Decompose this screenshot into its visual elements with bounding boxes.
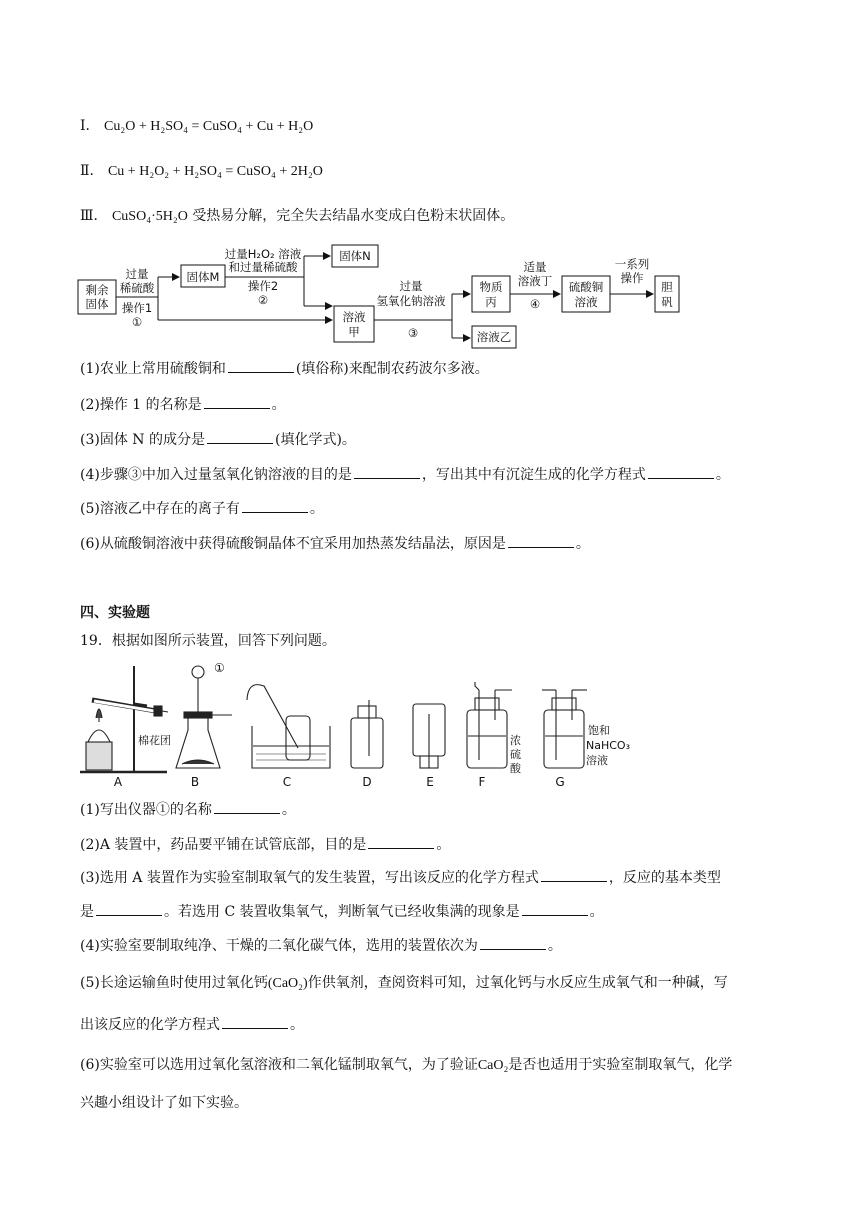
reaction-1-label: Ⅰ．: [80, 118, 100, 134]
q18-1: [80, 358, 489, 379]
q19-6-text: (6)实验室可以选用过氧化氢溶液和二氧化锰制取氧气，为了验证: [80, 1057, 478, 1073]
q19-5-formula: (CaO₂): [267, 976, 308, 991]
q19-5b-text: 出该反应的化学方程式: [80, 1017, 220, 1033]
answer-blank[interactable]: [214, 799, 280, 814]
q19-4-text: (4)实验室要制取纯净、干燥的二氧化碳气体，选用的装置依次为: [80, 938, 478, 954]
flow-product-2: 矾: [661, 295, 673, 309]
reaction-3-formula: CuSO₄·5H₂O: [111, 209, 188, 224]
answer-blank[interactable]: [204, 394, 270, 409]
q19-3-text-mid: ，反应的基本类型: [608, 870, 721, 886]
q19-5b-text-end: 。: [290, 1017, 304, 1033]
flow-solid-m: 固体M: [186, 270, 220, 284]
flow-step2-number: ②: [257, 293, 269, 307]
q19-intro: 19．根据如图所示装置，回答下列问题。: [80, 633, 336, 649]
q19-5-text: (5)长途运输鱼时使用过氧化钙: [80, 975, 268, 991]
flow-solution-jia-1: 溶液: [342, 310, 366, 324]
flow-start-label-1: 剩余: [85, 283, 109, 297]
flow-step4-reagent-2: 溶液丁: [517, 274, 553, 288]
q18-6-text: (6)从硫酸铜溶液中获得硫酸铜晶体不宜采用加热蒸发结晶法，原因是: [80, 536, 506, 552]
flow-step3-reagent-1: 过量: [399, 279, 423, 293]
answer-blank[interactable]: [207, 429, 273, 444]
label-g-3: 溶液: [586, 754, 608, 767]
reaction-2-label: Ⅱ．: [80, 163, 104, 179]
q19-3b: [80, 901, 604, 922]
q19-3-text: (3)选用 A 装置作为实验室制取氧气的发生装置，写出该反应的化学方程式: [80, 870, 539, 886]
label-f-2: 硫: [510, 748, 521, 761]
answer-blank[interactable]: [541, 867, 607, 882]
q19-1: [80, 799, 296, 820]
q19-5: [80, 973, 728, 994]
label-f-1: 浓: [510, 734, 521, 747]
flow-copper-sulfate-1: 硫酸铜: [568, 280, 604, 294]
q18-4: [80, 464, 730, 485]
label-g-2: NaHCO₃: [586, 739, 630, 752]
q19-4: [80, 935, 562, 956]
q18-5-text: (5)溶液乙中存在的离子有: [80, 501, 240, 517]
answer-blank[interactable]: [522, 901, 588, 916]
flow-substance-bing-2: 丙: [485, 295, 497, 309]
flow-step4-reagent-1: 适量: [523, 260, 547, 274]
process-flow-diagram: [70, 240, 710, 352]
reaction-1: [80, 116, 313, 137]
flow-step1-reagent-2: 稀硫酸: [119, 281, 155, 295]
q19-3b-text: 是: [80, 904, 94, 920]
flow-product-1: 胆: [661, 280, 673, 294]
q18-3-text-end: (填化学式)。: [274, 432, 356, 448]
flow-solid-n: 固体N: [339, 249, 371, 263]
q18-6: [80, 533, 590, 554]
q19-6: [80, 1055, 732, 1076]
answer-blank[interactable]: [368, 834, 434, 849]
q19-6-text-end: 是否也适用于实验室制取氧气，化学: [508, 1057, 733, 1073]
apparatus-label-e: E: [426, 775, 434, 789]
q19-6b: 兴趣小组设计了如下实验。: [80, 1095, 248, 1111]
answer-blank[interactable]: [354, 464, 420, 479]
apparatus-label-f: F: [478, 775, 486, 789]
reaction-3: [80, 206, 514, 227]
q19-2: [80, 834, 450, 855]
apparatus-label-g: G: [555, 775, 565, 789]
flow-step3-reagent-2: 氢氧化钠溶液: [376, 294, 446, 308]
cotton-label: 棉花团: [138, 734, 171, 747]
q19-2-text: (2)A 装置中，药品要平铺在试管底部，目的是: [80, 837, 367, 853]
apparatus-figure: [72, 660, 632, 790]
flow-step2-reagent-1: 过量H₂O₂ 溶液: [224, 247, 302, 261]
q19-5-text-end: 作供氧剂，查阅资料可知，过氧化钙与水反应生成氧气和一种碱，写: [307, 975, 728, 991]
flow-step1-number: ①: [131, 315, 143, 329]
apparatus-label-c: C: [282, 775, 292, 789]
reaction-1-equation: Cu₂O + H₂SO₄ = CuSO₄ + Cu + H₂O: [103, 119, 314, 134]
flow-step2-reagent-2: 和过量稀硫酸: [228, 260, 298, 274]
answer-blank[interactable]: [480, 935, 546, 950]
reaction-3-label: Ⅲ．: [80, 208, 108, 224]
q18-4-text-mid: ，写出其中有沉淀生成的化学方程式: [421, 467, 646, 483]
answer-blank[interactable]: [228, 358, 294, 373]
q19-6-formula: CaO₂: [477, 1058, 509, 1073]
q18-5-text-end: 。: [309, 501, 324, 517]
reaction-2-equation: Cu + H₂O₂ + H₂SO₄ = CuSO₄ + 2H₂O: [107, 164, 323, 179]
q19-3b-text-mid: 。若选用 C 装置收集氧气，判断氧气已经收集满的现象是: [164, 904, 520, 920]
label-f-3: 酸: [510, 762, 521, 775]
q18-3-text: (3)固体 N 的成分是: [80, 432, 205, 448]
marker-one: ①: [214, 661, 225, 675]
q19-4-text-end: 。: [547, 938, 562, 954]
section-heading: 四、实验题: [80, 605, 150, 621]
q18-6-text-end: 。: [575, 536, 590, 552]
q19-2-text-end: 。: [436, 837, 451, 853]
reaction-3-text: 受热易分解，完全失去结晶水变成白色粉末状固体。: [192, 208, 515, 224]
q19-5b: [80, 1014, 304, 1035]
answer-blank[interactable]: [96, 901, 162, 916]
q18-2-text-end: 。: [271, 397, 286, 413]
reaction-2: [80, 161, 323, 182]
q19-1-text: (1)写出仪器①的名称: [80, 802, 212, 818]
apparatus-label-a: A: [113, 775, 123, 789]
q18-4-text: (4)步骤③中加入过量氢氧化钠溶液的目的是: [80, 467, 352, 483]
flow-step5-label-1: 一系列: [614, 257, 650, 271]
q18-1-text: (1)农业上常用硫酸铜和: [80, 361, 226, 377]
label-g-1: 饱和: [588, 724, 610, 737]
apparatus-label-d: D: [362, 775, 372, 789]
answer-blank[interactable]: [648, 464, 714, 479]
q19-1-text-end: 。: [281, 802, 296, 818]
answer-blank[interactable]: [242, 498, 308, 513]
flow-step4-number: ④: [529, 297, 541, 311]
q18-3: [80, 429, 356, 450]
flow-substance-bing-1: 物质: [479, 280, 503, 294]
flow-start-label-2: 固体: [85, 297, 109, 311]
q18-4-text-end: 。: [715, 467, 730, 483]
q18-2: [80, 394, 286, 415]
q18-5: [80, 498, 324, 519]
flow-copper-sulfate-2: 溶液: [574, 295, 598, 309]
answer-blank[interactable]: [508, 533, 574, 548]
apparatus-label-b: B: [190, 775, 200, 789]
flow-step1-reagent-1: 过量: [125, 267, 149, 281]
flow-step2-operation: 操作2: [247, 279, 279, 293]
q18-2-text: (2)操作 1 的名称是: [80, 397, 202, 413]
answer-blank[interactable]: [222, 1014, 288, 1029]
flow-step5-label-2: 操作: [620, 271, 644, 285]
flow-step1-operation: 操作1: [121, 301, 153, 315]
flow-solution-jia-2: 甲: [348, 325, 360, 339]
q19-3: [80, 867, 721, 888]
flow-step3-number: ③: [407, 326, 419, 340]
q19-3b-text-end: 。: [589, 904, 604, 920]
flow-solution-yi: 溶液乙: [476, 330, 512, 344]
q18-1-text-end: (填俗称)来配制农药波尔多液。: [295, 361, 489, 377]
